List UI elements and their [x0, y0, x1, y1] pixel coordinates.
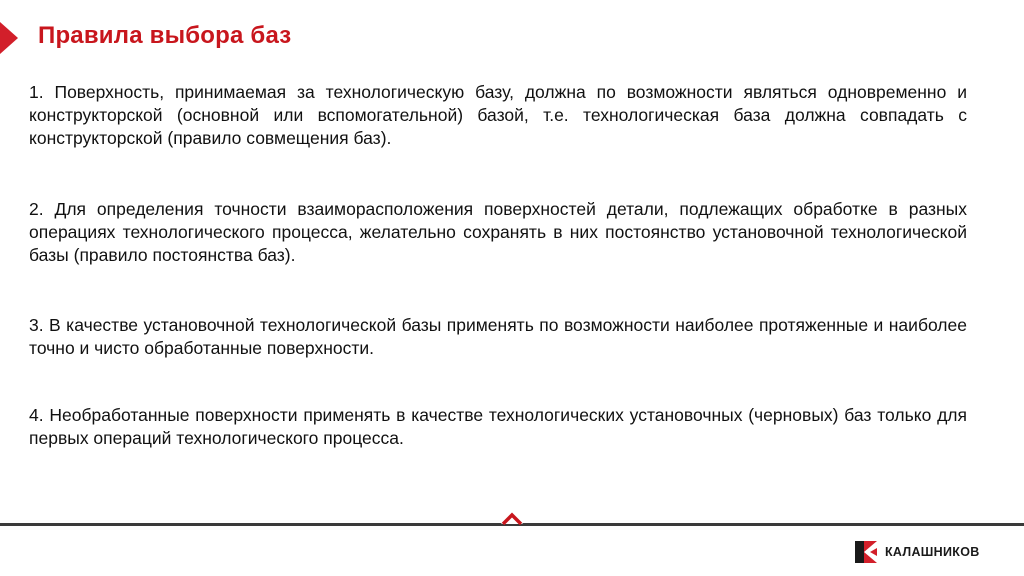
rule-paragraph-2: 2. Для определения точности взаиморасположения поверхностей детали, подлежащих обработке в разных операциях технологического процесса, желательно сохранять в них постоянство установочной технологической базы (правило постоянства баз). — [29, 199, 967, 265]
brand-logo — [855, 541, 980, 563]
brand-name: КАЛАШНИКОВ — [885, 545, 980, 559]
red-marker-icon — [0, 22, 18, 54]
kalashnikov-logo-icon — [855, 541, 877, 563]
footer-notch-icon — [499, 511, 525, 537]
rule-paragraph-1: 1. Поверхность, принимаемая за технологическую базу, должна по возможности являться одновременно и конструкторской (основной или вспомогательной) базой, т.е. технологическая база должна совпадать с конструкторской (правило совмещения баз). — [29, 82, 967, 148]
page-title: Правила выбора баз — [38, 22, 292, 49]
rule-paragraph-3: 3. В качестве установочной технологической базы применять по возможности наиболее протяженные и наиболее точно и чисто обработанные поверхности. — [29, 315, 967, 358]
rule-paragraph-4: 4. Необработанные поверхности применять в качестве технологических установочных (черновых) баз только для первых операций технологического процесса. — [29, 405, 967, 448]
